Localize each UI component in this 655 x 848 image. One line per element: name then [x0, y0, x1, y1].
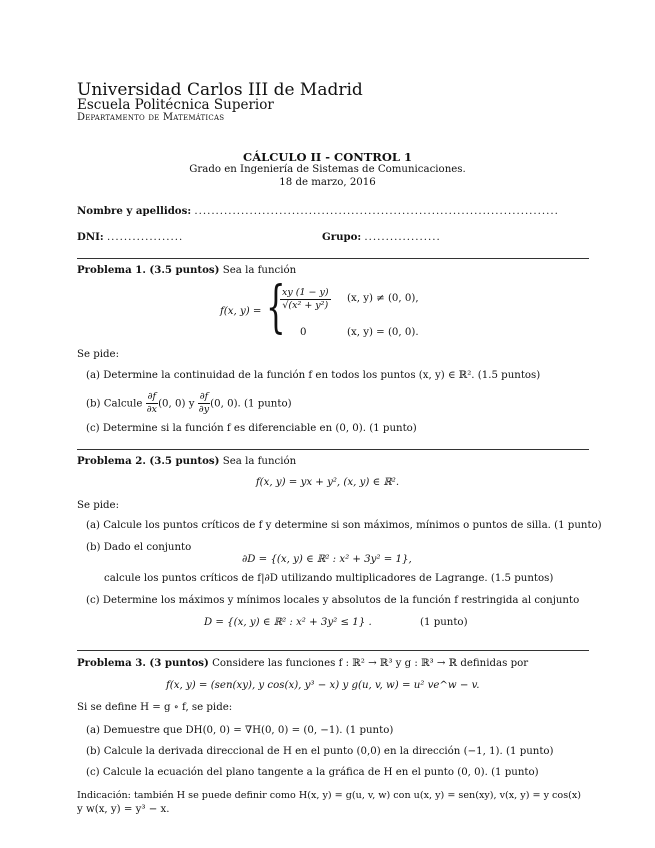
- group-field: [322, 231, 441, 243]
- dni-label: DNI:: [77, 231, 104, 243]
- p2-item-c: (c) Determine los máximos y mínimos locales y absolutos de la función f restringida al conjunto: [86, 595, 580, 606]
- problem2-heading: [77, 455, 296, 467]
- p3-hint-line1: Indicación: también H se puede definir como H(x, y) = g(u, v, w) con u(x, y) = sen(xy), v(x, y) = y cos(x): [77, 790, 582, 801]
- p1-case2-cond: (x, y) = (0, 0).: [347, 327, 419, 338]
- p3-ask: Si se define H = g ∘ f, se pide:: [77, 702, 233, 713]
- divider: [77, 258, 589, 259]
- p2-c-points: (1 punto): [420, 617, 468, 628]
- problem3-heading: [77, 657, 528, 669]
- group-dots: ..................: [364, 232, 441, 243]
- problem3-title: Problema 3. (3 puntos): [77, 657, 209, 669]
- p1-brace: {: [266, 275, 286, 340]
- p1-b-pre: (b) Calcule: [86, 398, 143, 410]
- p2-b-text: calcule los puntos críticos de f|∂D utilizando multiplicadores de Lagrange. (1.5 puntos): [104, 573, 554, 584]
- p3-formula: f(x, y) = (sen(xy), y cos(x), y³ − x) y g(u, v, w) = u² ve^w − v.: [166, 680, 480, 691]
- p1-lhs: f(x, y) =: [220, 306, 262, 317]
- problem1-heading: [77, 264, 296, 276]
- p3-item-a: (a) Demuestre que DH(0, 0) = ∇H(0, 0) = (0, −1). (1 punto): [86, 725, 394, 736]
- p2-formula: f(x, y) = yx + y², (x, y) ∈ ℝ².: [255, 477, 400, 488]
- p1-case1-den: √(x² + y²): [282, 300, 329, 311]
- p1-b-f1-den: ∂x: [146, 404, 157, 415]
- name-dots: ......................................................................................: [194, 206, 559, 217]
- problem2-intro: Sea la función: [222, 456, 297, 467]
- p1-ask: Se pide:: [77, 349, 120, 360]
- dni-dots: ..................: [106, 232, 184, 243]
- p1-item-c: (c) Determine si la función f es diferenciable en (0, 0). (1 punto): [86, 423, 417, 434]
- group-label: Grupo:: [322, 231, 362, 243]
- p1-b-f2-num: ∂f: [199, 391, 209, 402]
- dni-field: [77, 231, 183, 243]
- problem1-intro: Sea la función: [222, 265, 297, 276]
- divider: [77, 449, 589, 450]
- exam-degree: Grado en Ingeniería de Sistemas de Comunicaciones.: [189, 164, 466, 175]
- p1-b-post: (0, 0). (1 punto): [210, 398, 292, 410]
- exam-date: 18 de marzo, 2016: [279, 177, 376, 188]
- school-name: Escuela Politécnica Superior: [77, 97, 274, 113]
- name-label: Nombre y apellidos:: [77, 205, 192, 217]
- exam-title: CÁLCULO II - CONTROL 1: [243, 150, 412, 164]
- p1-case1-fraction: [280, 287, 331, 312]
- problem3-intro: Considere las funciones f : ℝ² → ℝ³ y g : ℝ³ → ℝ definidas por: [212, 658, 529, 669]
- p1-b-f1-num: ∂f: [147, 391, 157, 402]
- p1-item-b: [86, 391, 292, 416]
- p1-item-a: (a) Determine la continuidad de la función f en todos los puntos (x, y) ∈ ℝ². (1.5 puntos): [86, 370, 541, 381]
- divider: [77, 650, 589, 651]
- problem1-title: Problema 1. (3.5 puntos): [77, 264, 220, 276]
- name-field: [77, 205, 559, 217]
- university-name: Universidad Carlos III de Madrid: [77, 80, 363, 100]
- p3-item-b: (b) Calcule la derivada direccional de H en el punto (0,0) en la dirección (−1, 1). (1 punto): [86, 746, 554, 757]
- department-name: Departamento de Matemáticas: [77, 112, 225, 123]
- p2-ask: Se pide:: [77, 500, 120, 511]
- p3-hint-line2: y w(x, y) = y³ − x.: [77, 804, 170, 815]
- problem2-title: Problema 2. (3.5 puntos): [77, 455, 220, 467]
- p1-b-mid: (0, 0) y: [158, 398, 195, 410]
- p1-case1-cond: (x, y) ≠ (0, 0),: [347, 293, 419, 304]
- p1-case1-num: xy (1 − y): [282, 287, 329, 298]
- p1-case2-val: 0: [300, 327, 307, 338]
- p2-b-set: ∂D = {(x, y) ∈ ℝ² : x² + 3y² = 1},: [242, 554, 412, 565]
- p2-item-b: (b) Dado el conjunto: [86, 542, 192, 553]
- p3-item-c: (c) Calcule la ecuación del plano tangente a la gráfica de H en el punto (0, 0). (1 punto): [86, 767, 539, 778]
- p2-c-set: D = {(x, y) ∈ ℝ² : x² + 3y² ≤ 1} .: [204, 617, 372, 628]
- p2-item-a: (a) Calcule los puntos críticos de f y determine si son máximos, mínimos o puntos de silla. (1 punto): [86, 520, 602, 531]
- p1-b-f2-den: ∂y: [198, 404, 210, 415]
